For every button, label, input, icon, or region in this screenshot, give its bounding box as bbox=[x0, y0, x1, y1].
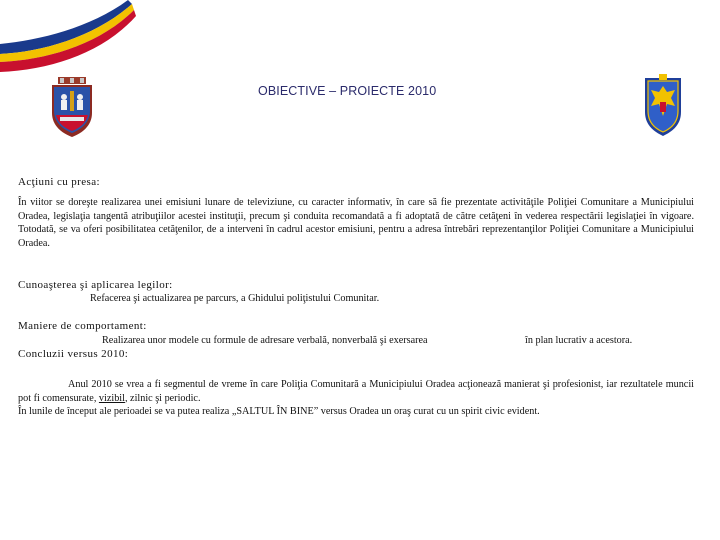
laws-text: Refacerea şi actualizarea pe parcurs, a Ghidului poliţistului Comunitar. bbox=[90, 293, 380, 304]
laws-heading: Cunoaşterea şi aplicarea legilor: bbox=[18, 279, 173, 291]
conclusions-underlined-word: vizibil bbox=[98, 392, 125, 404]
press-heading: Acţiuni cu presa: bbox=[18, 176, 100, 188]
tricolor-ribbon-icon bbox=[0, 0, 140, 80]
behavior-heading: Maniere de comportament: bbox=[18, 320, 147, 332]
conclusions-text-a: Anul 2010 se vrea a fi segmentul de vreme în care Poliţia Comunitară a Municipiului Oradea acţionează manierat şi profesionist, iar rezultatele muncii pot fi comensurate, bbox=[18, 379, 694, 404]
oradea-coat-of-arms-icon bbox=[50, 77, 94, 137]
conclusions-heading: Concluzii versus 2010: bbox=[18, 348, 129, 360]
page-title: OBIECTIVE – PROIECTE 2010 bbox=[258, 84, 437, 98]
press-paragraph: În viitor se doreşte realizarea unei emisiuni lunare de televiziune, cu caracter informativ, în care să fie prezentate activităţile Poliţiei Comunitare a Municipiului Oradea, legislaţia tangentă atribuţiilor acestei instituţii, precum şi conduita recomandată a fi adoptată de către cetăţeni în vederea respectării legislaţiei în vigoare. Totodată, se va oferi posibilitatea cetăţenilor, de a interveni în cadrul acestor emisiuni, pentru a adresa întrebări reprezentanţilor Poliţiei Comunitare a Municipiului Oradea. bbox=[18, 197, 694, 249]
behavior-text-b: în plan lucrativ a acestora. bbox=[525, 335, 633, 346]
conclusions-paragraph bbox=[18, 378, 694, 405]
behavior-text-a: Realizarea unor modele cu formule de adresare verbală, nonverbală şi exersarea bbox=[102, 335, 428, 346]
conclusions-text-b: , zilnic şi periodic. bbox=[124, 392, 201, 404]
conclusions-final-line: În lunile de început ale perioadei se va putea realiza „SALTUL ÎN BINE” versus Oradea un oraş curat cu un spirit civic evident. bbox=[18, 406, 540, 417]
police-crest-icon bbox=[641, 72, 685, 136]
